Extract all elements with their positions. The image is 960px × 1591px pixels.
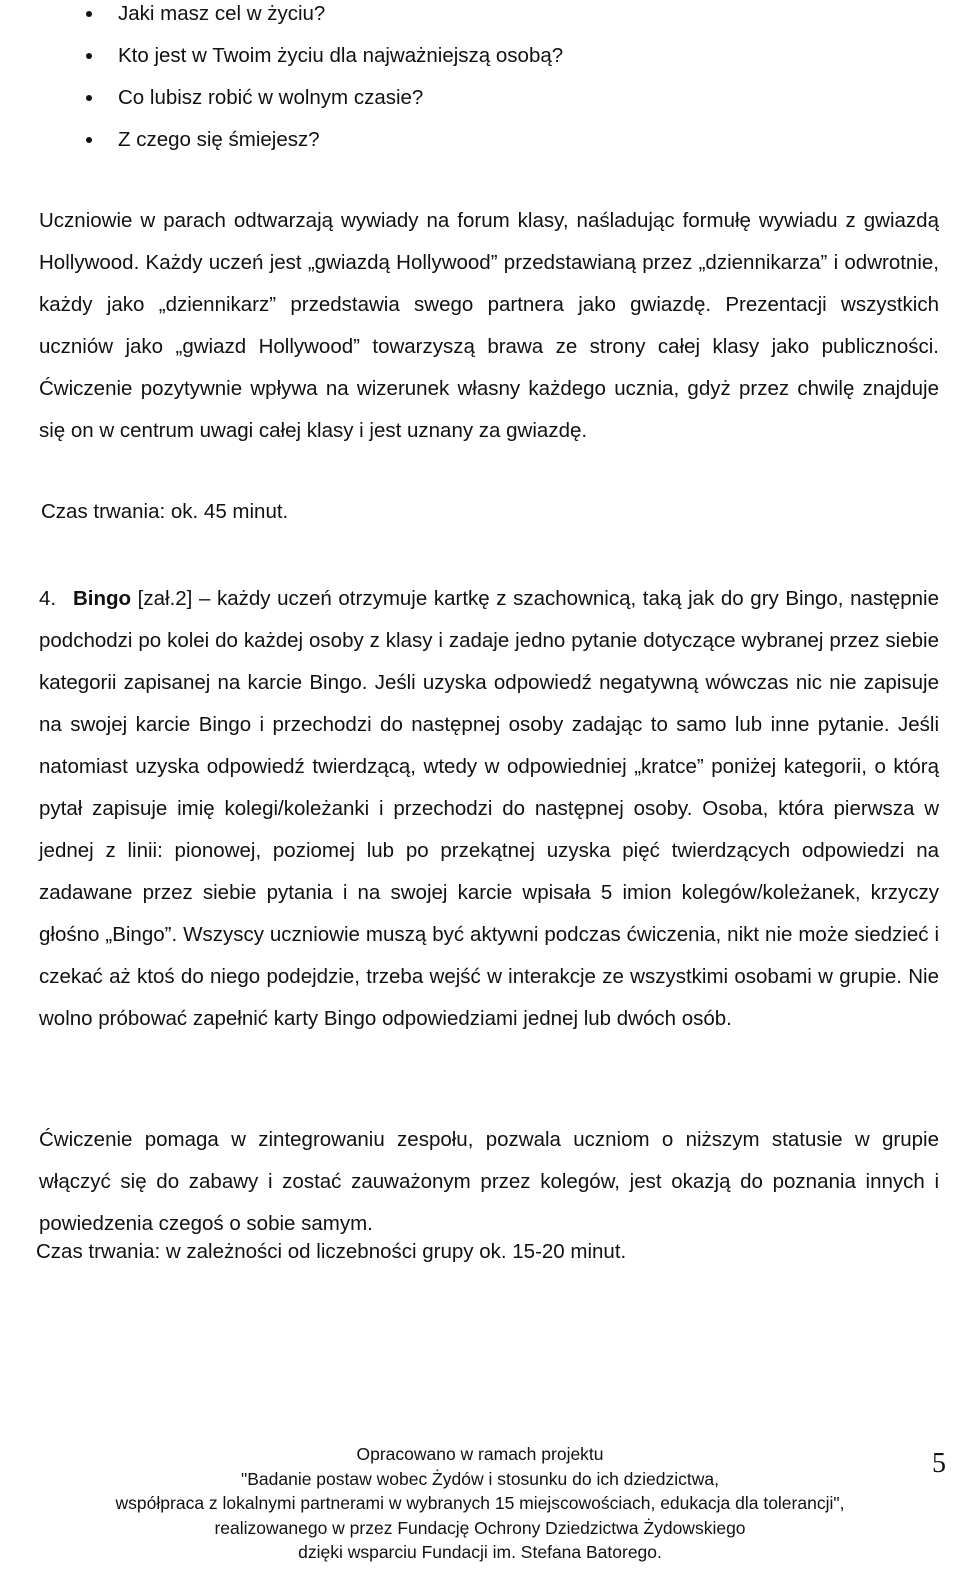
list-item: Kto jest w Twoim życiu dla najważniejszą osobą? — [86, 42, 563, 84]
section-body: [zał.2] – każdy uczeń otrzymuje kartkę z szachownicą, taką jak do gry Bingo, następnie podchodzi po kolei do każdej osoby z klasy i zadaje jedno pytanie dotyczące wybranej przez siebie kategorii zapisanej na karcie Bingo. Jeśli uzyska odpowiedź negatywną wówczas nic nie zapisuje na swojej karcie Bingo i przechodzi do następnej osoby zadając to samo lub inne pytanie. Jeśli natomiast uzyska odpowiedź twierdzącą, wtedy w odpowiedniej „kratce” poniżej kategorii, o którą pytał zapisuje imię kolegi/koleżanki i przechodzi do następnej osoby. Osoba, która pierwsza w jednej z linii: pionowej, poziomej lub po przekątnej uzyska pięć twierdzących odpowiedzi na zadawane przez siebie pytania i na swojej karcie wpisała 5 imion kolegów/koleżanek, krzyczy głośno „Bingo”. Wszyscy uczniowie muszą być aktywni podczas ćwiczenia, nikt nie może siedzieć i czekać aż ktoś do niego podejdzie, trzeba wejść w interakcje ze wszystkimi osobami w grupie. Nie wolno próbować zapełnić karty Bingo odpowiedziami jednej lub dwóch osób. — [39, 587, 939, 1030]
page-footer — [100, 1442, 860, 1565]
page-number: 5 — [932, 1448, 946, 1479]
duration-text: Czas trwania: ok. 45 minut. — [41, 500, 289, 523]
footer-line: dzięki wsparciu Fundacji im. Stefana Batorego. — [298, 1542, 662, 1562]
footer-line: "Badanie postaw wobec Żydów i stosunku do ich dziedzictwa, — [241, 1468, 719, 1489]
footer-line: Opracowano w ramach projektu — [356, 1444, 604, 1464]
footer-line: realizowanego w przez Fundację Ochrony Dziedzictwa Żydowskiego — [214, 1517, 746, 1538]
list-item: Jaki masz cel w życiu? — [86, 0, 563, 42]
question-list — [86, 0, 563, 168]
section-title: Bingo — [73, 587, 132, 610]
section-bingo — [39, 578, 939, 1040]
interview-paragraph: Uczniowie w parach odtwarzają wywiady na forum klasy, naśladując formułę wywiadu z gwiazdą Hollywood. Każdy uczeń jest „gwiazdą Hollywood” przedstawianą przez „dziennikarza” i odwrotnie, każdy jako „dziennikarz” przedstawia swego partnera jako gwiazdę. Prezentacji wszystkich uczniów jako „gwiazd Hollywood” towarzyszą brawa ze strony całej klasy jako publiczności. Ćwiczenie pozytywnie wpływa na wizerunek własny każdego ucznia, gdyż przez chwilę znajduje się on w centrum uwagi całej klasy i jest uznany za gwiazdę. — [39, 209, 939, 442]
list-item: Co lubisz robić w wolnym czasie? — [86, 84, 563, 126]
footer-line: współpraca z lokalnymi partnerami w wybranych 15 miejscowościach, edukacja dla tolerancji", — [115, 1493, 845, 1513]
list-item: Z czego się śmiejesz? — [86, 126, 563, 168]
integration-paragraph: Ćwiczenie pomaga w zintegrowaniu zespołu, pozwala uczniom o niższym statusie w grupie włączyć się do zabawy i zostać zauważonym przez kolegów, jest okazją do poznania innych i powiedzenia czegoś o sobie samym. — [39, 1128, 939, 1235]
duration-text: Czas trwania: w zależności od liczebności grupy ok. 15-20 minut. — [36, 1240, 627, 1263]
section-number: 4. — [39, 587, 57, 610]
